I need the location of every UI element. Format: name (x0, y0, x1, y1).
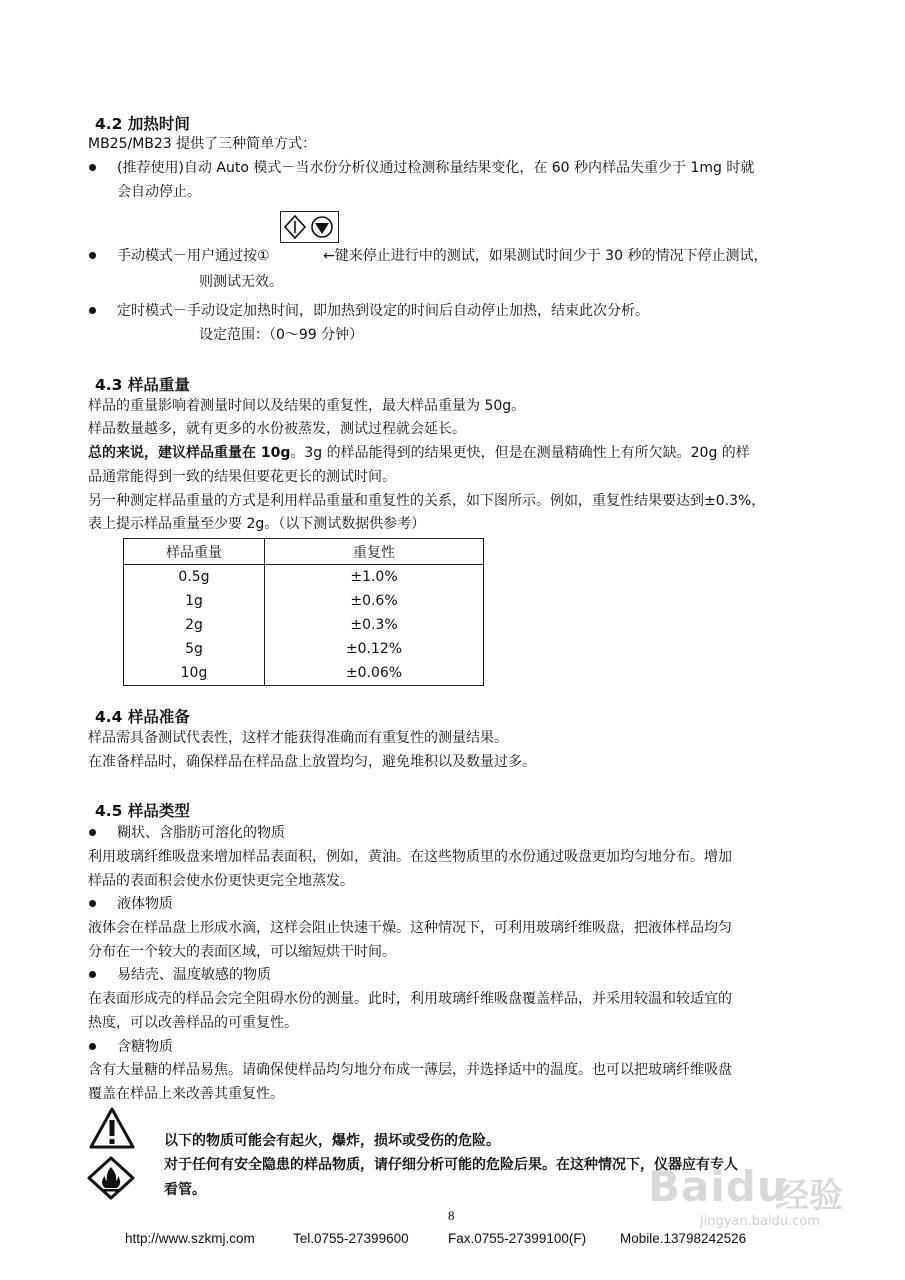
type-liquid-title: 液体物质 (117, 896, 173, 912)
section-4-3-title: 4.3 样品重量 (95, 376, 190, 394)
page-number: 8 (448, 1208, 455, 1223)
flammable-icon (86, 1154, 136, 1202)
warning-line1: 以下的物质可能会有起火，爆炸，损坏或受伤的危险。 (164, 1133, 500, 1149)
sec43-p4: 品通常能得到一致的结果但要花更长的测试时间。 (88, 469, 396, 485)
bullet-dot (89, 252, 96, 259)
table-cell-weight: 0.5g (124, 565, 265, 590)
sec43-p2: 样品数量越多，就有更多的水份被蒸发，测试过程就会延长。 (88, 421, 466, 437)
section-4-5-title: 4.5 样品类型 (95, 802, 190, 820)
footer-website: http://www.szkmj.com (125, 1231, 255, 1246)
table-row (124, 565, 484, 590)
warning-line3: 看管。 (164, 1182, 206, 1198)
section-4-2-intro: MB25/MB23 提供了三种简单方式： (88, 136, 317, 152)
footer-tel: Tel.0755-27399600 (293, 1231, 409, 1246)
triangle-down-key-icon (312, 217, 332, 237)
type-pasty-line2: 样品的表面积会使水份更快更完全地蒸发。 (88, 873, 354, 889)
warning-line2: 对于任何有安全隐患的样品物质，请仔细分析可能的危险后果。在这种情况下，仪器应有专人 (164, 1157, 738, 1173)
bullet-dot (89, 164, 96, 171)
manual-mode-line2: 则测试无效。 (199, 274, 283, 290)
type-sugar-line1: 含有大量糖的样品易焦。请确保使样品均匀地分布成一薄层，并选择适中的温度。也可以把玻璃纤维吸盘 (88, 1062, 732, 1078)
table-header-weight: 样品重量 (124, 539, 265, 565)
type-sugar-title: 含糖物质 (117, 1039, 173, 1055)
bullet-dot (89, 307, 96, 314)
bullet-dot (89, 971, 96, 978)
sec43-p3-rest: 。3g 的样品能得到的结果更快，但是在测量精确性上有所欠缺。20g 的样 (290, 445, 750, 461)
sec43-p6: 表上提示样品重量至少要 2g。（以下测试数据供参考） (88, 516, 426, 532)
sec43-p3 (88, 442, 750, 464)
type-sugar-line2: 覆盖在样品上来改善其重复性。 (88, 1086, 284, 1102)
section-4-2-title: 4.2 加热时间 (95, 115, 190, 133)
bullet-dot (89, 900, 96, 907)
table-cell-repeatability: ±0.6% (265, 589, 484, 613)
auto-mode-line1: (推荐使用)自动 Auto 模式－当水份分析仪通过检测称量结果变化，在 60 秒内样品失重少于 1mg 时就 (117, 160, 755, 176)
footer-fax: Fax.0755-27399100(F) (448, 1231, 587, 1246)
manual-mode-line1b: ←键来停止进行中的测试，如果测试时间少于 30 秒的情况下停止测试， (323, 248, 768, 264)
table-cell-repeatability: ±0.3% (265, 613, 484, 637)
table-row (124, 589, 484, 613)
type-pasty-title: 糊状、含脂肪可溶化的物质 (117, 825, 285, 841)
type-pasty-line1: 利用玻璃纤维吸盘来增加样品表面积，例如，黄油。在这些物质里的水份通过吸盘更加均匀地分布。增加 (88, 849, 732, 865)
sec44-p1: 样品需具备测试代表性，这样才能获得准确而有重复性的测量结果。 (88, 730, 508, 746)
sec44-p2: 在准备样品时，确保样品在样品盘上放置均匀，避免堆积以及数量过多。 (88, 754, 536, 770)
table-cell-weight: 1g (124, 589, 265, 613)
section-4-4-title: 4.4 样品准备 (95, 708, 190, 726)
table-row (124, 613, 484, 637)
table-row (124, 661, 484, 686)
repeatability-table (123, 538, 484, 686)
warning-icon (88, 1106, 136, 1150)
timer-mode-line2: 设定范围：（0～99 分钟） (199, 327, 364, 343)
watermark-url: jingyan.baidu.com (700, 1214, 820, 1229)
bullet-dot (89, 829, 96, 836)
table-cell-repeatability: ±1.0% (265, 565, 484, 590)
table-row (124, 637, 484, 661)
table-cell-weight: 2g (124, 613, 265, 637)
footer-mobile: Mobile.13798242526 (620, 1231, 747, 1246)
table-header-repeatability: 重复性 (265, 539, 484, 565)
watermark-suffix: 经验 (775, 1176, 843, 1216)
timer-mode-line1: 定时模式－手动设定加热时间，即加热到设定的时间后自动停止加热，结束此次分析。 (117, 303, 649, 319)
table-header-row (124, 539, 484, 565)
table-cell-repeatability: ±0.12% (265, 637, 484, 661)
table-cell-weight: 10g (124, 661, 265, 686)
table-cell-repeatability: ±0.06% (265, 661, 484, 686)
watermark-brand: Baidu (648, 1162, 788, 1211)
type-liquid-line2: 分布在一个较大的表面区域，可以缩短烘干时间。 (88, 944, 396, 960)
type-liquid-line1: 液体会在样品盘上形成水滴，这样会阻止快速干燥。这种情况下，可利用玻璃纤维吸盘，把液体样品均匀 (88, 920, 732, 936)
sec43-p3-bold: 总的来说，建议样品重量在 10g (88, 445, 291, 461)
sec43-p1: 样品的重量影响着测量时间以及结果的重复性，最大样品重量为 50g。 (88, 398, 526, 414)
start-stop-key-icon (285, 216, 305, 238)
table-cell-weight: 5g (124, 637, 265, 661)
bullet-dot (89, 1043, 96, 1050)
sec43-p5: 另一种测定样品重量的方式是利用样品重量和重复性的关系，如下图所示。例如，重复性结果要达到±0.3%， (88, 493, 766, 509)
manual-mode-line1a: 手动模式－用户通过按① (117, 248, 270, 264)
key-buttons-box (280, 211, 339, 243)
auto-mode-line2: 会自动停止。 (117, 184, 201, 200)
type-crust-line1: 在表面形成壳的样品会完全阻碍水份的测量。此时，利用玻璃纤维吸盘覆盖样品，并采用较温和较适宜的 (88, 991, 732, 1007)
type-crust-line2: 热度，可以改善样品的可重复性。 (88, 1015, 298, 1031)
type-crust-title: 易结壳、温度敏感的物质 (117, 967, 271, 983)
